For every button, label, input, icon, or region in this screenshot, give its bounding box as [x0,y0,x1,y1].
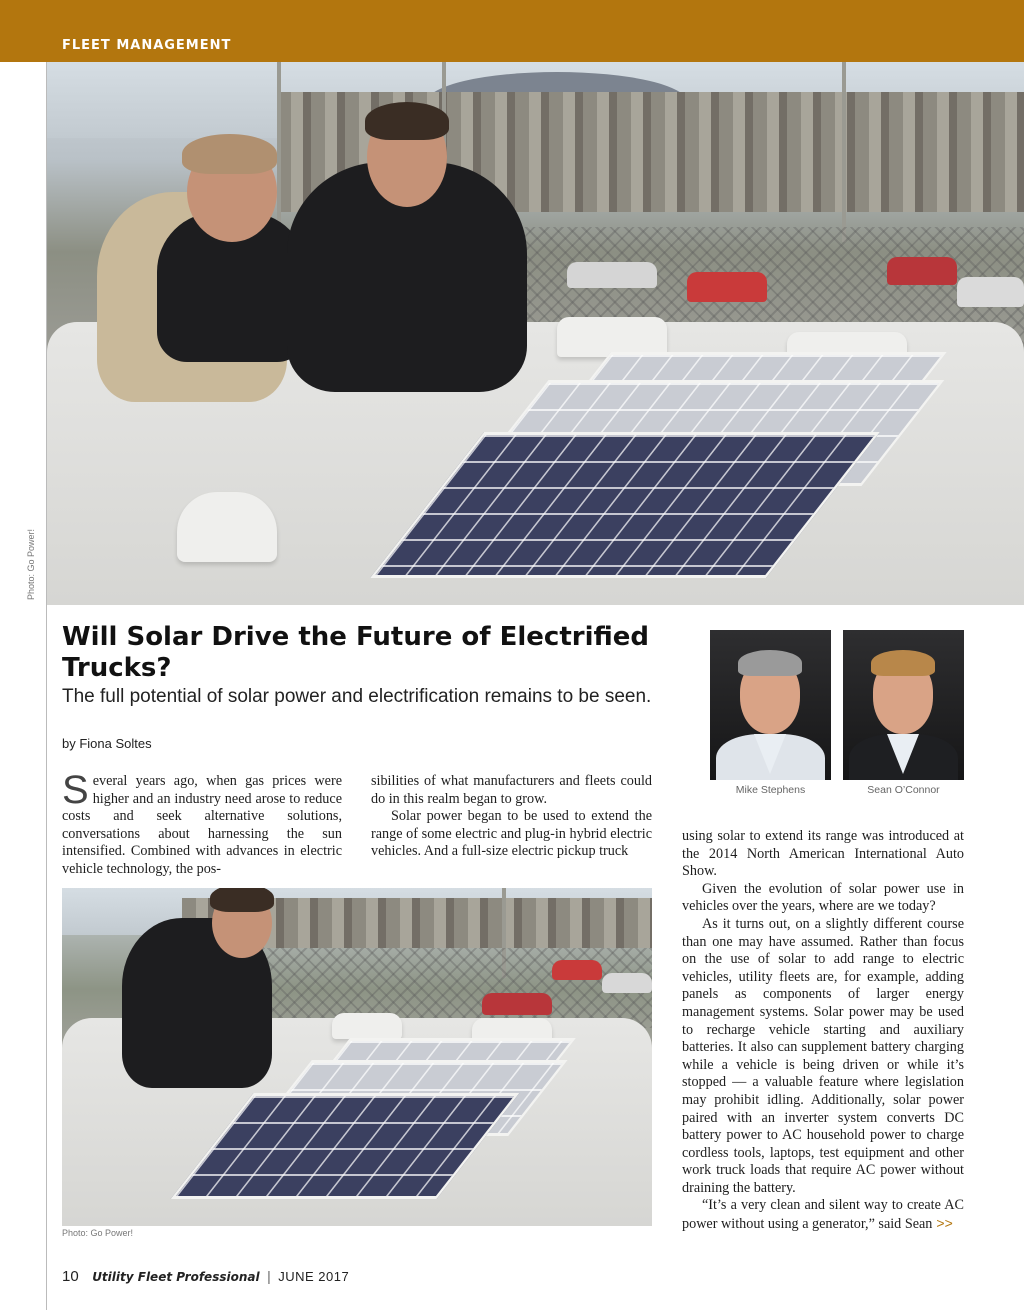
photo-roof-vent [332,1013,402,1039]
headshot-caption: Sean O’Connor [867,784,940,796]
paragraph: Given the evolution of solar power use in vehicles over the years, where are we today? [682,880,964,915]
photo-credit-top: Photo: Go Power! [26,528,36,600]
photo-car [687,272,767,302]
article-column-3 [682,828,964,1234]
headshot-mike-stephens [710,630,831,780]
continue-marker[interactable]: >> [936,1215,953,1232]
photo-person-hair [210,888,274,912]
paragraph: sibilities of what manufacturers and fleets could do in this realm began to grow. [371,773,652,807]
publication-name: Utility Fleet Professional [92,1270,260,1284]
article-byline: by Fiona Soltes [62,736,152,751]
header-band [0,0,1024,62]
photo-car [887,257,957,285]
inset-photo [62,888,652,1226]
paragraph-text: “It’s a very clean and silent way to create AC power without using a generator,” said Sean [682,1197,964,1233]
headshot-sean-oconnor [843,630,964,780]
article-column-1 [62,768,342,879]
paragraph: Solar power began to be used to extend the range of some electric and plug-in hybrid electric vehicles. And a full-size electric pickup truck [371,808,652,860]
paragraph [682,1197,964,1233]
section-label: FLEET MANAGEMENT [62,38,232,53]
headshot-hair [871,650,935,676]
article-title: Will Solar Drive the Future of Electrified Trucks? [62,622,650,683]
page-footer [62,1268,349,1286]
photo-roof-vent [177,492,277,562]
headshot-caption: Mike Stephens [735,784,806,796]
paragraph [62,768,342,879]
hero-photo [47,62,1024,605]
photo-car [482,993,552,1015]
photo-person-hair [365,102,449,140]
photo-credit-inset: Photo: Go Power! [62,1228,134,1238]
article-subtitle: The full potential of solar power and electrification remains to be seen. [62,686,652,707]
drop-cap: S [62,768,89,812]
footer-separator: | [267,1268,271,1284]
photo-car [552,960,602,980]
paragraph: As it turns out, on a slightly different course than one may have assumed. Rather than focus on the use of solar to add range to electric vehicles, utility fleets are, for example, adding panels as components of larger energy management systems. Solar power may be used to recharge vehicle starting and auxiliary batteries. It also can supplement battery charging while a vehicle is being driven or while it’s stopped — a valuable feature where legislation may prohibit idling. Additionally, solar power paired with an inverter system converts DC battery power to AC household power to charge cordless tools, laptops, test equipment and other work truck loads that require AC power without draining the battery. [682,915,964,1196]
photo-car [957,277,1024,307]
photo-pole [842,62,846,242]
headshot-hair [738,650,802,676]
photo-person-hair [182,134,277,174]
page-number: 10 [62,1268,79,1285]
issue-date: JUNE 2017 [278,1269,350,1284]
photo-roof-vent [557,317,667,357]
photo-car [567,262,657,288]
paragraph-text: everal years ago, when gas prices were higher and an industry need arose to reduce costs and seek alternative solutions, conversations about harnessing the sun intensified. Combined with advances in electric vehicle technology, the pos- [62,773,342,877]
photo-car [602,973,652,993]
article-column-2 [371,773,652,861]
paragraph: using solar to extend its range was introduced at the 2014 North American International Auto Show. [682,828,964,880]
photo-pole [277,62,281,232]
